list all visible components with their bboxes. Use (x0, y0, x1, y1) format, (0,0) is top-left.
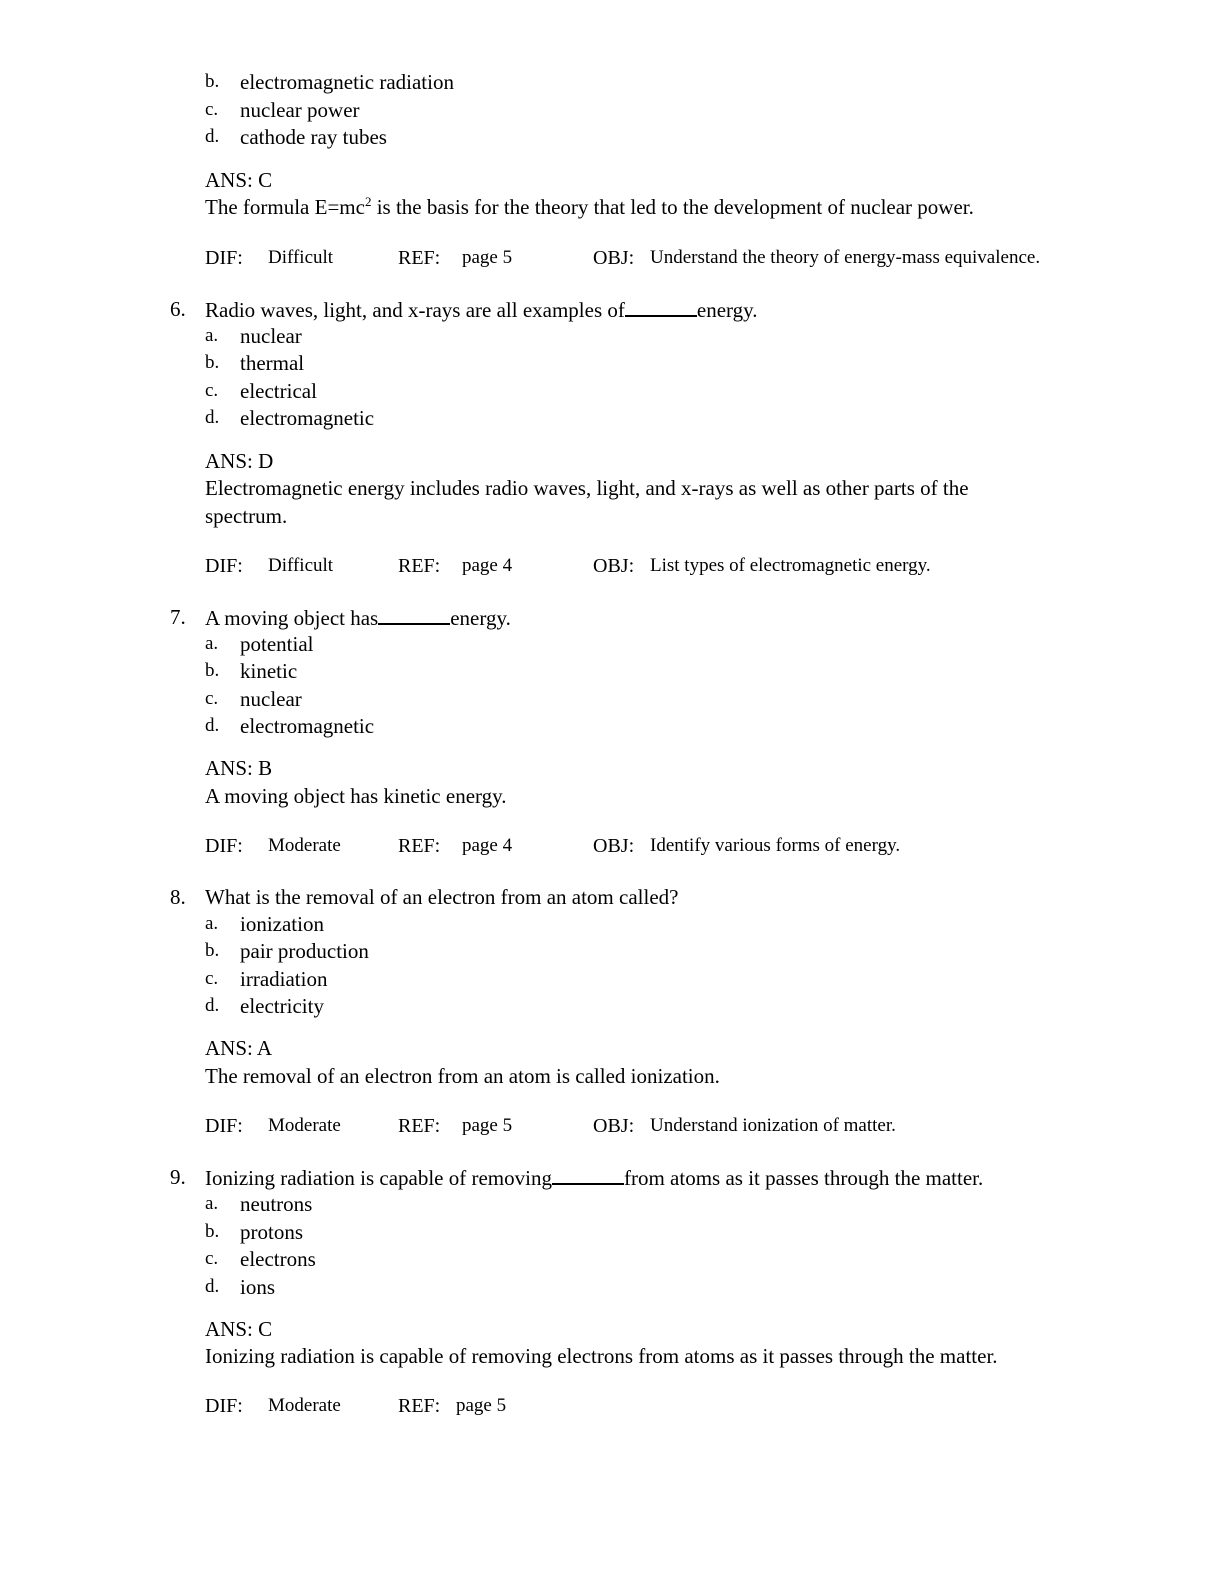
obj-label: OBJ: (593, 247, 635, 269)
option-text: ions (240, 1275, 276, 1299)
option-text: pair production (240, 939, 369, 963)
ref-value: page 5 (462, 247, 513, 268)
option-text: electromagnetic (240, 406, 375, 430)
option-text: electricity (240, 994, 324, 1018)
question-number: 9. (170, 1165, 186, 1189)
option-text: nuclear (240, 687, 302, 711)
option-text: cathode ray tubes (240, 125, 387, 149)
obj-value: Understand the theory of energy-mass equivalence. (650, 247, 1041, 268)
option-text: electromagnetic (240, 714, 375, 738)
answer-blank (625, 299, 697, 317)
option-text: electrons (240, 1247, 316, 1271)
option-letter: b. (205, 940, 220, 961)
option-text: nuclear power (240, 98, 360, 122)
answer-label: ANS: B (205, 756, 273, 780)
option-text: neutrons (240, 1192, 313, 1216)
option-letter: d. (205, 995, 220, 1016)
question-stem: What is the removal of an electron from an atom called? (205, 885, 679, 909)
option-letter: c. (205, 968, 219, 989)
ref-label: REF: (398, 1395, 441, 1417)
explanation: The formula $E=mc^2$ is the basis for the theory that led to the development of nuclear power. (205, 194, 974, 219)
option-letter: a. (205, 633, 219, 654)
option-letter: c. (205, 1248, 219, 1269)
obj-value: Understand ionization of matter. (650, 1115, 896, 1136)
option-letter: d. (205, 1276, 220, 1297)
ref-label: REF: (398, 835, 441, 857)
option-letter: b. (205, 71, 220, 92)
option-text: thermal (240, 351, 305, 375)
explanation-line-2: spectrum. (205, 504, 288, 528)
question-stem: Ionizing radiation is capable of removing from atoms as it passes through the matter. (205, 1166, 984, 1190)
option-letter: b. (205, 352, 220, 373)
option-text: potential (240, 632, 314, 656)
option-letter: a. (205, 1193, 219, 1214)
question-number: 7. (170, 605, 186, 629)
explanation: The removal of an electron from an atom is called ionization. (205, 1064, 720, 1088)
option-letter: c. (205, 99, 219, 120)
option-text: ionization (240, 912, 324, 936)
option-text: electromagnetic radiation (240, 70, 454, 94)
option-letter: c. (205, 688, 219, 709)
answer-label: ANS: A (205, 1036, 273, 1060)
option-letter: b. (205, 1221, 220, 1242)
explanation: Ionizing radiation is capable of removing electrons from atoms as it passes through the matter. (205, 1344, 998, 1368)
dif-value: Difficult (268, 247, 334, 268)
answer-label: ANS: C (205, 168, 273, 192)
dif-label: DIF: (205, 555, 243, 577)
dif-value: Difficult (268, 555, 334, 576)
option-text: protons (240, 1220, 303, 1244)
dif-value: Moderate (268, 1115, 341, 1136)
question-number: 8. (170, 885, 186, 909)
dif-label: DIF: (205, 1115, 243, 1137)
ref-label: REF: (398, 555, 441, 577)
question-stem: Radio waves, light, and x-rays are all examples of energy. (205, 298, 758, 322)
option-text: electrical (240, 379, 317, 403)
option-letter: b. (205, 660, 220, 681)
dif-value: Moderate (268, 1395, 341, 1416)
explanation-line-1: Electromagnetic energy includes radio waves, light, and x-rays as well as other parts of the (205, 476, 969, 500)
option-letter: d. (205, 126, 220, 147)
obj-label: OBJ: (593, 555, 635, 577)
dif-label: DIF: (205, 835, 243, 857)
obj-value: Identify various forms of energy. (650, 835, 901, 856)
ref-value: page 4 (462, 835, 513, 856)
answer-blank (552, 1167, 624, 1185)
ref-label: REF: (398, 247, 441, 269)
option-letter: d. (205, 715, 220, 736)
option-letter: a. (205, 325, 219, 346)
question-number: 6. (170, 297, 186, 321)
ref-value: page 5 (462, 1115, 513, 1136)
option-letter: c. (205, 380, 219, 401)
ref-label: REF: (398, 1115, 441, 1137)
option-letter: d. (205, 407, 220, 428)
obj-value: List types of electromagnetic energy. (650, 555, 931, 576)
answer-blank (378, 607, 450, 625)
answer-label: ANS: D (205, 449, 274, 473)
question-stem: A moving object has energy. (205, 606, 511, 630)
option-text: kinetic (240, 659, 298, 683)
explanation: A moving object has kinetic energy. (205, 784, 507, 808)
option-text: nuclear (240, 324, 302, 348)
obj-label: OBJ: (593, 835, 635, 857)
ref-value: page 4 (462, 555, 513, 576)
obj-label: OBJ: (593, 1115, 635, 1137)
option-letter: a. (205, 913, 219, 934)
dif-value: Moderate (268, 835, 341, 856)
ref-value: page 5 (456, 1395, 507, 1416)
answer-label: ANS: C (205, 1317, 273, 1341)
dif-label: DIF: (205, 1395, 243, 1417)
dif-label: DIF: (205, 247, 243, 269)
option-text: irradiation (240, 967, 328, 991)
